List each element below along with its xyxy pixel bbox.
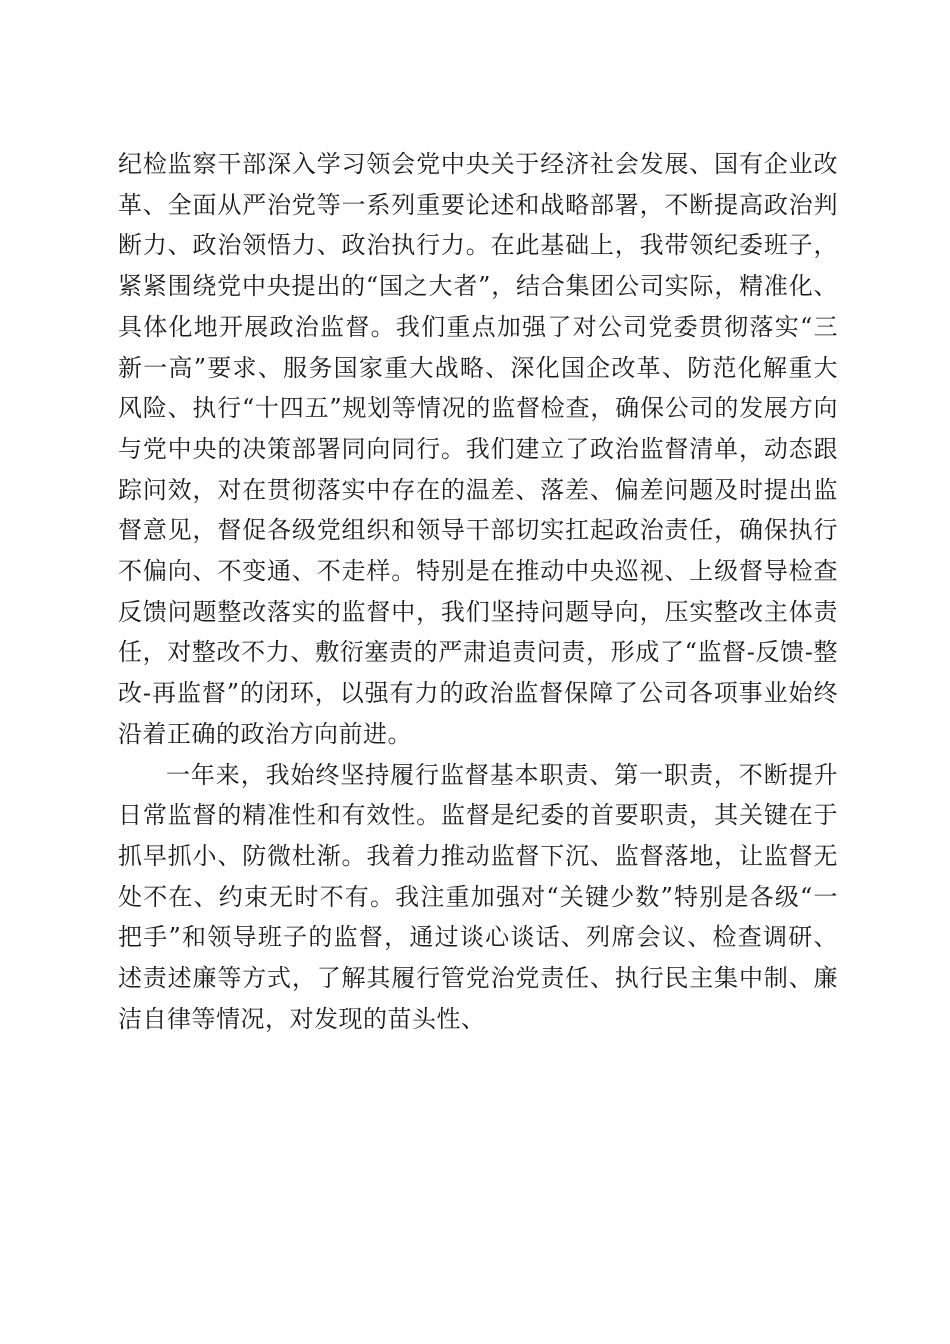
paragraph-2: 一年来，我始终坚持履行监督基本职责、第一职责，不断提升日常监督的精准性和有效性。监督是纪委的首要职责，其关键在于抓早抓小、防微杜渐。我着力推动监督下沉、监督落地，让监督无处不在、约束无时不有。我注重加强对“关键少数”特别是各级“一把手”和领导班子的监督，通过谈心谈话、列席会议、检查调研、述责述廉等方式，了解其履行管党治党责任、执行民主集中制、廉洁自律等情况，对发现的苗头性、 (118, 760, 838, 1033)
paragraph-1: 纪检监察干部深入学习领会党中央关于经济社会发展、国有企业改革、全面从严治党等一系列重要论述和战略部署，不断提高政治判断力、政治领悟力、政治执行力。在此基础上，我带领纪委班子，紧紧围绕党中央提出的“国之大者”，结合集团公司实际，精准化、具体化地开展政治监督。我们重点加强了对公司党委贯彻落实“三新一高”要求、服务国家重大战略、深化国企改革、防范化解重大风险、执行“十四五”规划等情况的监督检查，确保公司的发展方向与党中央的决策部署同向同行。我们建立了政治监督清单，动态跟踪问效，对在贯彻落实中存在的温差、落差、偏差问题及时提出监督意见，督促各级党组织和领导干部切实扛起政治责任，确保执行不偏向、不变通、不走样。特别是在推动中央巡视、上级督导检查反馈问题整改落实的监督中，我们坚持问题导向，压实整改主体责任，对整改不力、敷衍塞责的严肃追责问责，形成了“监督-反馈-整改-再监督”的闭环，以强有力的政治监督保障了公司各项事业始终沿着正确的政治方向前进。 (118, 150, 838, 748)
body-text (118, 144, 838, 1039)
